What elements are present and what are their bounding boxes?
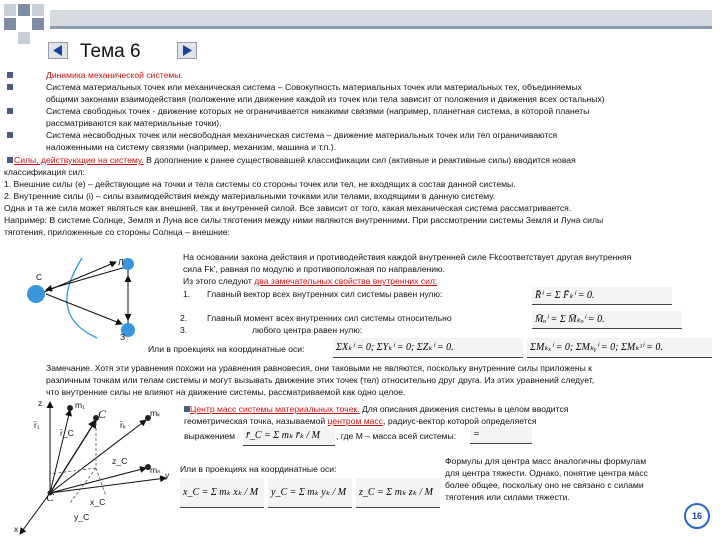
bullet-item: Система свободных точек - движение которых не ограничивается никакими связями (например, планетная система, в которой планеты	[46, 106, 590, 116]
note-line-2: более общее, поскольку оно не связано с силами	[445, 480, 644, 490]
decor-square	[18, 4, 30, 16]
note-line-1: для центра тяжести. Однако, понятие центра масс	[445, 468, 648, 478]
projection-label: Или в проекциях на координатные оси:	[148, 344, 305, 354]
prop3-text: любого центра равен нулю:	[252, 325, 363, 335]
decor-square	[32, 4, 44, 16]
internal-line-1: сила Fk', равная по модулю и противоположная по направлению.	[183, 264, 445, 274]
force-arrow	[46, 267, 126, 290]
decor-square	[32, 18, 44, 30]
decor-top-bar	[50, 10, 712, 26]
sun-circle	[27, 285, 45, 303]
sun-label: С	[36, 272, 43, 282]
projection-moments-formula: ΣMₖₓⁱ = 0; ΣMₖᵧⁱ = 0; ΣMₖᶻⁱ = 0.	[527, 338, 712, 358]
bullet-marker	[7, 157, 13, 163]
arrow-right-icon	[178, 43, 196, 58]
prop2-text: Главный момент всех внутренних сил системы относительно	[207, 313, 452, 323]
note-line-0: Формулы для центра масс аналогичны формулам	[445, 456, 647, 466]
page-number: 16	[691, 511, 702, 521]
bullet-item: Система материальных точек или механическая система – Совокупность материальных точек или материальных тех, объединяемых	[46, 82, 582, 92]
next-slide-button[interactable]	[177, 42, 197, 59]
center-mass-formula: r̄_C = Σ mₖ r̄ₖ / M	[243, 426, 335, 446]
bullet-item: рассматриваются как материальные точки).	[46, 118, 222, 128]
bullet-item: Динамика механической системы.	[46, 70, 183, 80]
label-y-axis: y	[165, 470, 170, 480]
decor-top-bar-dark	[50, 26, 712, 29]
bullet-item: наложенными на систему связями (например, механизм, машина и т.п.).	[46, 142, 336, 152]
projection-line	[96, 468, 106, 496]
center-heading: Центр масс системы материальных точек.	[190, 404, 360, 414]
internal-line-0: На основании закона действия и противодействия каждой внутренней силе Fkсоответствует другая внутренняя	[183, 252, 632, 262]
label-r1: r̄₁	[34, 420, 40, 430]
forces-line: Одна и та же сила может являться как внешней, так и внутренней силой. Все зависит от того, какая механическая система рассматривается.	[4, 203, 572, 213]
decor-square	[4, 4, 16, 16]
label-yc: y_C	[74, 512, 90, 522]
arrow-left-icon	[49, 43, 67, 58]
main-vector-formula: R̄ⁱ = Σ F̄ₖⁱ = 0.	[532, 287, 672, 305]
label-rc: r̄_C	[60, 428, 74, 438]
bullet-marker	[7, 84, 13, 90]
page-number-badge	[684, 503, 710, 529]
xc-formula: x_C = Σ mₖ xₖ / M	[180, 478, 264, 508]
forces-line: 2. Внутренние силы (i) – силы взаимодействия между материальными точками или телами, входящими в данную систему.	[4, 191, 496, 201]
center-projection-label: Или в проекциях на координатные оси:	[180, 464, 337, 474]
bullet-marker	[7, 72, 13, 78]
remark-line-2: что внутренние силы не влияют на движение системы, рассматриваемой как одно целое.	[46, 387, 406, 397]
bullet-item: Система несвободных точек или несвободная механическая система – движение материальных точек или тел ограничиваются	[46, 130, 558, 140]
bullet-item: общими законами взаимодействия (положение или движение каждой из точек или тела зависит от положения и движения всех остальных)	[46, 94, 605, 104]
center-mass-formula-small: =	[470, 426, 532, 444]
remark-line-0: Замечание. Хотя эти уравнения похожи на уравнения равновесия, они таковыми не являются, поскольку внутренние силы приложены к	[46, 363, 592, 373]
label-xc: x_C	[90, 497, 106, 507]
forces-line: тяготения, приложенные со стороны Солнца – внешние:	[4, 227, 230, 237]
bullet-marker	[7, 108, 13, 114]
label-mk: mₖ	[150, 408, 161, 418]
forces-line-0: Силы, действующие на систему. В дополнение к ранее существовавшей классификации сил (активные и реактивные силы) вводится новая	[14, 155, 576, 165]
label-rk: r̄ₖ	[120, 420, 127, 430]
projection-forces-formula: ΣXₖⁱ = 0; ΣYₖⁱ = 0; ΣZₖⁱ = 0.	[333, 338, 523, 358]
label-zc: z_C	[112, 456, 128, 466]
forces-line: 1. Внешние силы (e) – действующие на точки и тела системы со стороны точек или тел, не входящих в состав данной системы.	[4, 179, 516, 189]
forces-line: классификация сил:	[4, 167, 85, 177]
sun-earth-moon-diagram	[22, 250, 172, 345]
prop1-text: Главный вектор всех внутренних сил системы равен нулю:	[207, 289, 443, 299]
moon-circle	[122, 258, 134, 270]
page-title: Тема 6	[80, 41, 141, 62]
orbit-curve	[67, 258, 97, 338]
decor-square	[4, 18, 16, 30]
label-z-axis: z	[38, 398, 43, 408]
prev-slide-button[interactable]	[48, 42, 68, 59]
projection-line	[50, 468, 96, 474]
forces-heading: Силы, действующие на систему.	[14, 155, 144, 165]
remark-line-1: различным точкам или телам системы и могут вызывать движение этих точек (тел) относительно друг друга. Из этих уравнений следует,	[46, 375, 595, 385]
center-line-1: Центр масс системы материальных точек. Для описания движения системы в целом вводится	[190, 404, 569, 414]
center-line-3-post: , где M – масса всей системы:	[336, 431, 457, 441]
internal-line-2: Из этого следуют два замечательных свойства внутренних сил:	[183, 276, 438, 286]
main-moment-formula: M̄ₒⁱ = Σ M̄ₖₒⁱ = 0.	[532, 311, 682, 329]
prop1-number: 1.	[183, 289, 191, 299]
center-line-2: геометрическая точка, называемой центром масс, радиус-вектор которой определяется	[184, 416, 537, 426]
forces-line: Например: В системе Солнце, Земля и Луна все силы тяготения между ними являются внутренними. При рассмотрении системы Земля и Луна силы	[4, 215, 604, 225]
label-origin: C	[46, 490, 55, 504]
force-arrow	[46, 294, 122, 324]
moon-label: Л	[118, 257, 124, 267]
yc-formula: y_C = Σ mₖ yₖ / M	[268, 478, 352, 508]
prop3-number: 3.	[180, 325, 188, 335]
center-line-3-pre: выражением	[184, 431, 236, 441]
note-line-3: тяготения или силами тяжести.	[445, 492, 570, 502]
properties-label: два замечательных свойства внутренних сил:	[254, 276, 438, 286]
bullet-marker	[7, 132, 13, 138]
prop2-number: 2.	[180, 313, 188, 323]
mass-point	[67, 405, 73, 411]
earth-label: З	[120, 332, 126, 342]
label-m1: m₁	[75, 400, 86, 410]
zc-formula: z_C = Σ mₖ zₖ / M	[356, 478, 440, 508]
label-x-axis: x	[14, 524, 19, 534]
decor-square	[18, 32, 30, 44]
label-c: C	[98, 407, 107, 421]
label-mn: mₙ	[150, 465, 161, 475]
